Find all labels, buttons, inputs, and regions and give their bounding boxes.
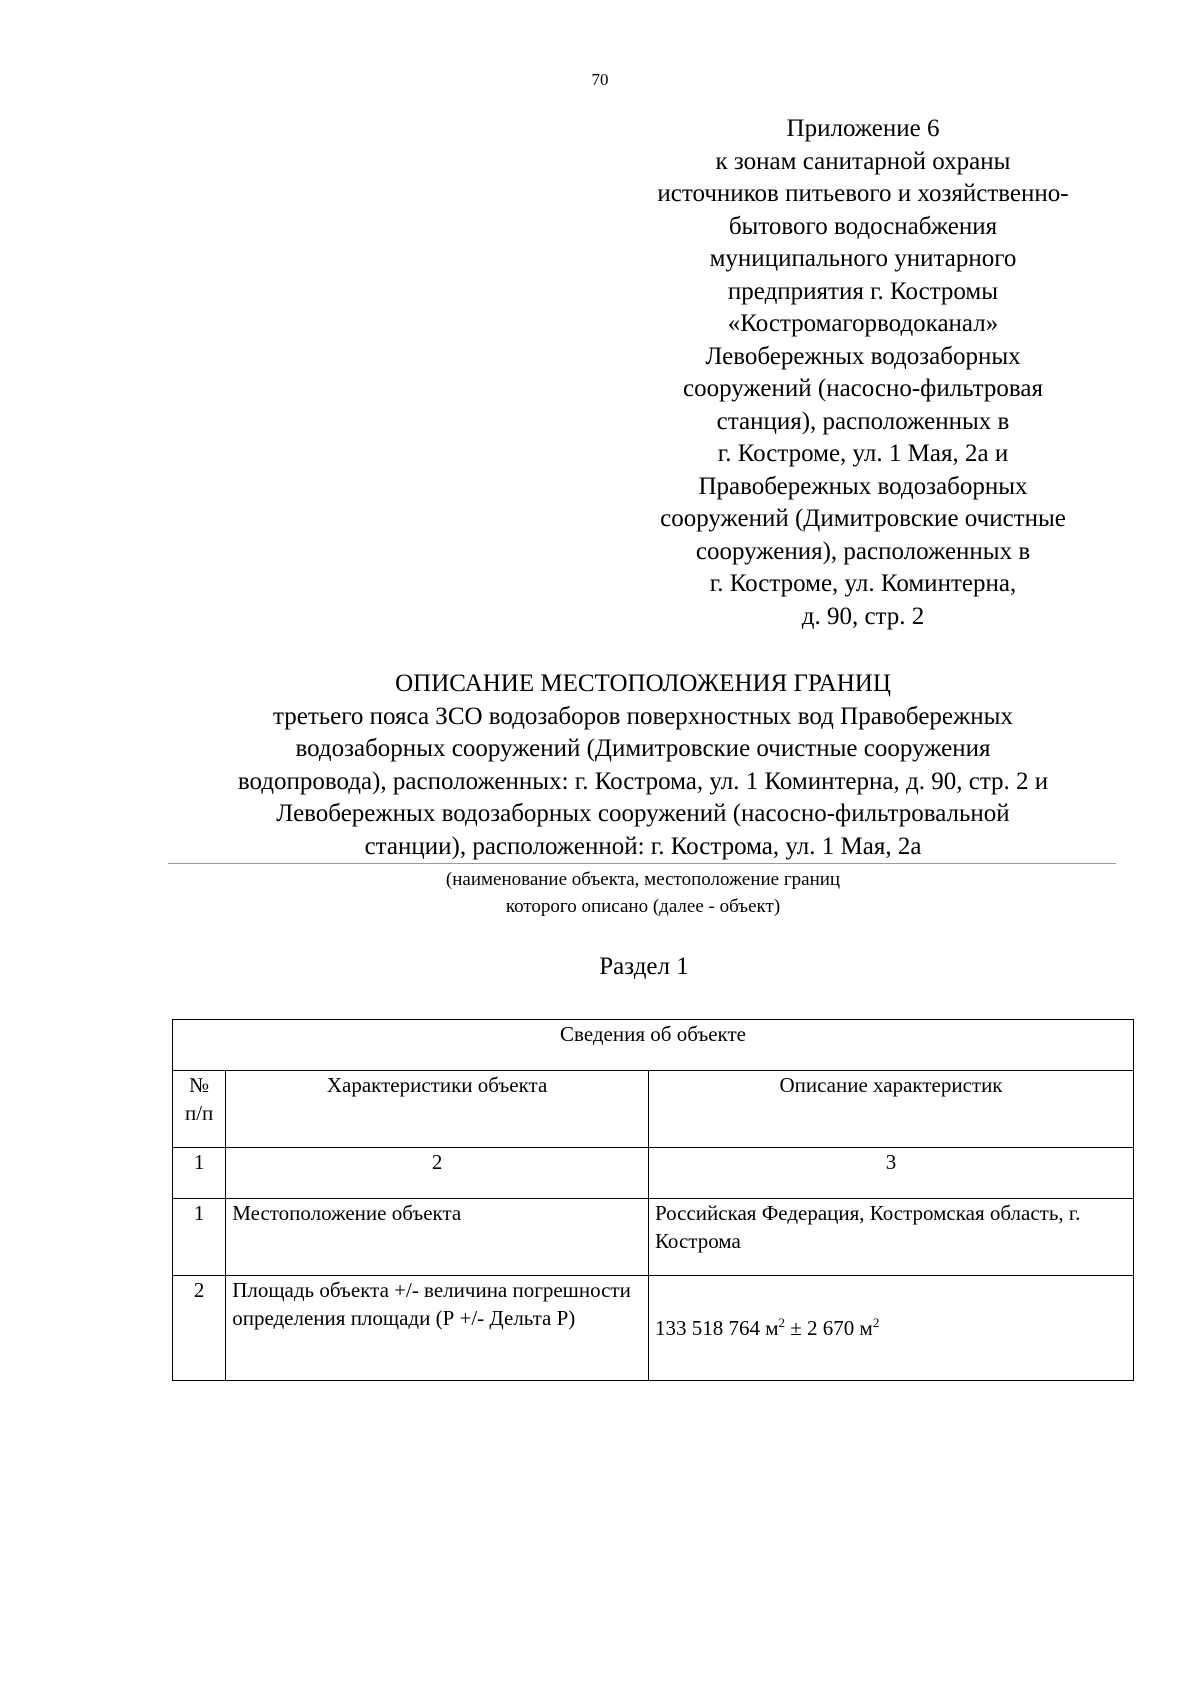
heading-line: третьего пояса ЗСО водозаборов поверхностных вод Правобережных: [273, 702, 1013, 730]
row-number: 2: [173, 1276, 226, 1381]
object-info-table: [172, 1019, 1134, 1381]
header-number: № п/п: [173, 1071, 226, 1148]
caption-line: (наименование объекта, местоположение границ: [445, 869, 841, 890]
area-value: 133 518 764 м: [654, 1316, 779, 1340]
column-number: 3: [648, 1148, 1133, 1199]
row-description: Российская Федерация, Костромская область, г. Кострома: [648, 1199, 1133, 1276]
row-characteristic: Местоположение объекта: [226, 1199, 649, 1276]
appendix-line: г. Костроме, ул. Коминтерна,: [709, 570, 1017, 597]
appendix-line: сооружений (насосно-фильтровая: [683, 375, 1043, 402]
table-row: [173, 1199, 1134, 1276]
heading-line: водозаборных сооружений (Димитровские очистные сооружения: [295, 735, 991, 762]
heading-line: станции), расположенной: г. Кострома, ул. 1 Мая, 2а: [364, 832, 922, 860]
header-description: Описание характеристик: [648, 1071, 1133, 1148]
appendix-line: Левобережных водозаборных: [705, 342, 1021, 370]
appendix-line: «Костромагорводоканал»: [727, 310, 999, 337]
appendix-line: станция), расположенных в: [716, 407, 1010, 435]
heading-caption: [160, 866, 1126, 920]
appendix-line: г. Костроме, ул. 1 Мая, 2а и: [717, 440, 1009, 467]
appendix-line: предприятия г. Костромы: [727, 277, 999, 305]
document-heading: [160, 668, 1126, 863]
table-row: [173, 1276, 1134, 1381]
caption-line: которого описано (далее - объект): [505, 896, 781, 917]
column-number: 2: [226, 1148, 649, 1199]
area-exponent: 2: [778, 1315, 786, 1330]
row-area-value: [648, 1276, 1133, 1381]
page-number: 70: [591, 70, 609, 89]
appendix-header: [620, 113, 1106, 633]
heading-line: водопровода), расположенных: г. Кострома, ул. 1 Коминтерна, д. 90, стр. 2 и: [237, 767, 1049, 795]
row-characteristic: Площадь объекта +/- величина погрешности определения площади (Р +/- Дельта Р): [226, 1276, 649, 1381]
appendix-line: Приложение 6: [786, 115, 940, 142]
appendix-line: муниципального унитарного: [709, 245, 1017, 272]
appendix-line: сооружения), расположенных в: [695, 537, 1031, 565]
appendix-line: бытового водоснабжения: [728, 212, 998, 240]
column-number: 1: [173, 1148, 226, 1199]
heading-underline: [168, 863, 1116, 864]
appendix-line: сооружений (Димитровские очистные: [660, 505, 1066, 532]
row-number: 1: [173, 1199, 226, 1276]
table-caption: Сведения об объекте: [173, 1020, 1134, 1071]
appendix-line: д. 90, стр. 2: [801, 602, 925, 630]
appendix-line: Правобережных водозаборных: [698, 472, 1028, 500]
heading-line: Левобережных водозаборных сооружений (насосно-фильтровальной: [276, 800, 1010, 827]
table-header-row: [173, 1071, 1134, 1148]
appendix-line: к зонам санитарной охраны: [715, 147, 1011, 175]
appendix-line: источников питьевого и хозяйственно-: [657, 180, 1069, 207]
table-caption-row: [173, 1020, 1134, 1071]
area-error-exponent: 2: [872, 1315, 880, 1330]
section-title: Раздел 1: [599, 953, 689, 980]
header-characteristic: Характеристики объекта: [226, 1071, 649, 1148]
table-column-numbers-row: [173, 1148, 1134, 1199]
area-error: ± 2 670 м: [785, 1316, 873, 1340]
heading-title: ОПИСАНИЕ МЕСТОПОЛОЖЕНИЯ ГРАНИЦ: [395, 670, 891, 697]
